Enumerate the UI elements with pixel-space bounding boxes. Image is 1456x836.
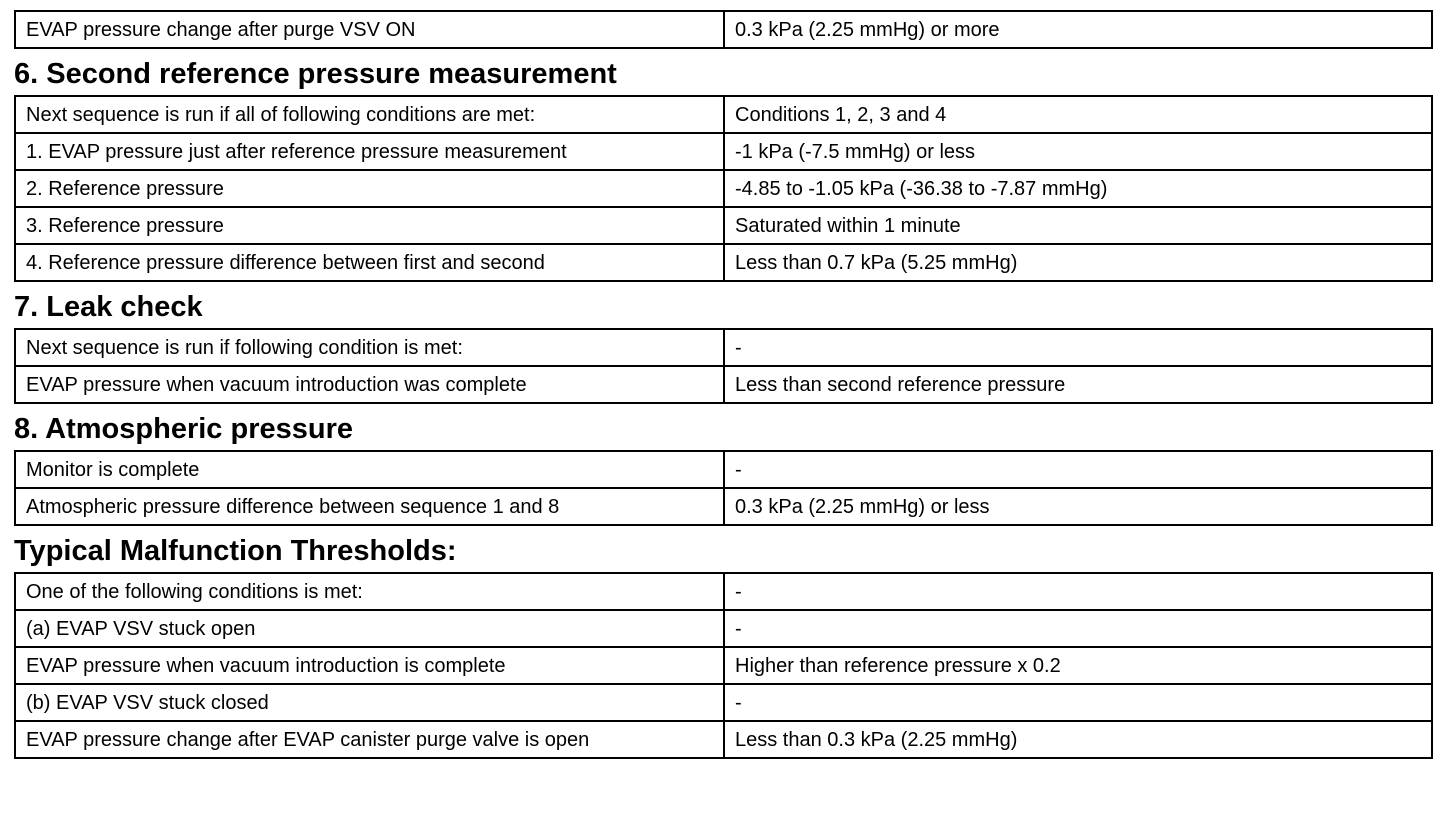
condition-cell: (b) EVAP VSV stuck closed bbox=[15, 684, 724, 721]
section-title-leak-check: 7. Leak check bbox=[14, 291, 203, 323]
value-cell: -1 kPa (-7.5 mmHg) or less bbox=[724, 133, 1432, 170]
value-cell: -4.85 to -1.05 kPa (-36.38 to -7.87 mmHg) bbox=[724, 170, 1432, 207]
table-row bbox=[15, 488, 1432, 525]
table-atmospheric-pressure bbox=[14, 450, 1433, 526]
table-row bbox=[15, 684, 1432, 721]
table-row bbox=[15, 329, 1432, 366]
table-row bbox=[15, 366, 1432, 403]
table-malfunction-thresholds bbox=[14, 572, 1433, 759]
value-cell: Saturated within 1 minute bbox=[724, 207, 1432, 244]
value-cell: Less than 0.7 kPa (5.25 mmHg) bbox=[724, 244, 1432, 281]
document-page bbox=[14, 10, 1431, 759]
condition-cell: EVAP pressure change after purge VSV ON bbox=[15, 11, 724, 48]
condition-cell: Monitor is complete bbox=[15, 451, 724, 488]
table-row bbox=[15, 11, 1432, 48]
table-row bbox=[15, 451, 1432, 488]
condition-cell: EVAP pressure when vacuum introduction was complete bbox=[15, 366, 724, 403]
value-cell: - bbox=[724, 329, 1432, 366]
table-leak-check bbox=[14, 328, 1433, 404]
table-row bbox=[15, 721, 1432, 758]
section-title-atmospheric-pressure: 8. Atmospheric pressure bbox=[14, 413, 353, 445]
condition-cell: 1. EVAP pressure just after reference pressure measurement bbox=[15, 133, 724, 170]
condition-cell: Next sequence is run if all of following conditions are met: bbox=[15, 96, 724, 133]
value-cell: 0.3 kPa (2.25 mmHg) or more bbox=[724, 11, 1432, 48]
condition-cell: 4. Reference pressure difference between first and second bbox=[15, 244, 724, 281]
table-row bbox=[15, 96, 1432, 133]
value-cell: Conditions 1, 2, 3 and 4 bbox=[724, 96, 1432, 133]
value-cell: Higher than reference pressure x 0.2 bbox=[724, 647, 1432, 684]
table-row bbox=[15, 610, 1432, 647]
table-row bbox=[15, 647, 1432, 684]
value-cell: - bbox=[724, 610, 1432, 647]
condition-cell: EVAP pressure change after EVAP canister purge valve is open bbox=[15, 721, 724, 758]
value-cell: - bbox=[724, 684, 1432, 721]
section-title-second-reference: 6. Second reference pressure measurement bbox=[14, 58, 617, 90]
value-cell: - bbox=[724, 573, 1432, 610]
table-row bbox=[15, 573, 1432, 610]
condition-cell: EVAP pressure when vacuum introduction is complete bbox=[15, 647, 724, 684]
table-row bbox=[15, 207, 1432, 244]
condition-cell: 2. Reference pressure bbox=[15, 170, 724, 207]
condition-cell: One of the following conditions is met: bbox=[15, 573, 724, 610]
value-cell: Less than second reference pressure bbox=[724, 366, 1432, 403]
table-row bbox=[15, 170, 1432, 207]
value-cell: Less than 0.3 kPa (2.25 mmHg) bbox=[724, 721, 1432, 758]
condition-cell: Atmospheric pressure difference between sequence 1 and 8 bbox=[15, 488, 724, 525]
value-cell: - bbox=[724, 451, 1432, 488]
table-purge-vsv bbox=[14, 10, 1433, 49]
table-second-reference bbox=[14, 95, 1433, 282]
condition-cell: Next sequence is run if following condition is met: bbox=[15, 329, 724, 366]
value-cell: 0.3 kPa (2.25 mmHg) or less bbox=[724, 488, 1432, 525]
condition-cell: (a) EVAP VSV stuck open bbox=[15, 610, 724, 647]
table-row bbox=[15, 244, 1432, 281]
condition-cell: 3. Reference pressure bbox=[15, 207, 724, 244]
section-title-malfunction-thresholds: Typical Malfunction Thresholds: bbox=[14, 535, 457, 567]
table-row bbox=[15, 133, 1432, 170]
